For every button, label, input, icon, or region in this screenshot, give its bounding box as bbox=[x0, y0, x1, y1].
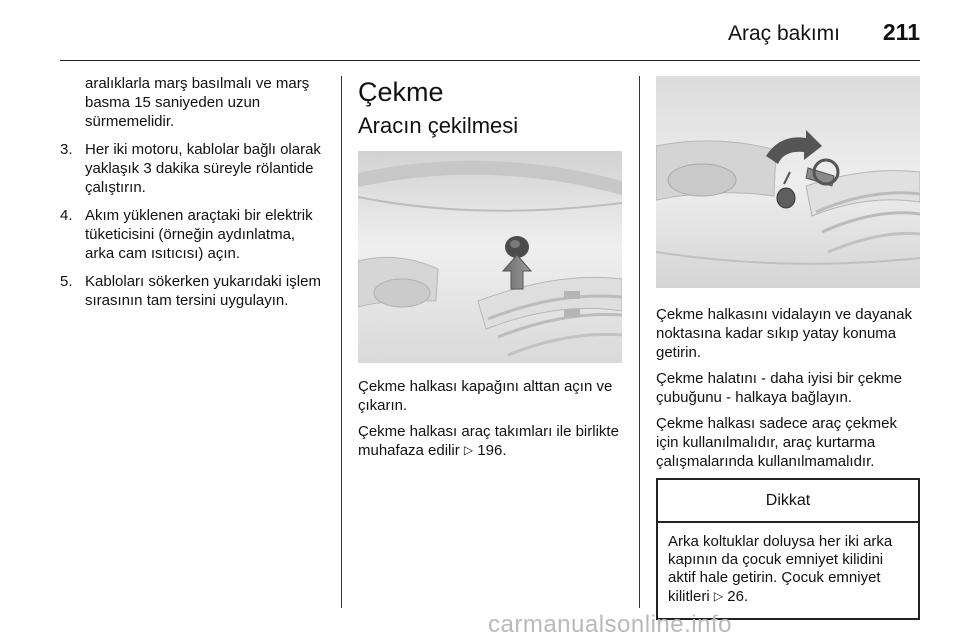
step-text: Kabloları sökerken yukarıdaki işlem sırasının tam tersini uygulayın. bbox=[85, 273, 321, 309]
notice-heading: Dikkat bbox=[658, 480, 918, 523]
paragraph-storage bbox=[358, 422, 624, 460]
list-item bbox=[60, 140, 328, 197]
column-divider-left bbox=[341, 76, 342, 608]
notice-text: Arka koltuklar doluysa her iki arka kapının da çocuk emniyet kilidini aktif hale getirin. Çocuk emniyet kilitleri bbox=[668, 533, 893, 605]
paragraph-attach-rope: Çekme halatını - daha iyisi bir çekme çubuğunu - halkaya bağlayın. bbox=[656, 370, 902, 406]
list-item bbox=[60, 272, 328, 310]
storage-text: Çekme halkası araç takımları ile birlikte muhafaza edilir bbox=[358, 423, 619, 459]
section-title: Çekme bbox=[358, 77, 444, 107]
tow-eye-cover-illustration bbox=[358, 151, 622, 363]
header-title: Araç bakımı bbox=[727, 22, 840, 45]
paragraph-screw-in: Çekme halkasını vidalayın ve dayanak noktasına kadar sıkıp yatay konuma getirin. bbox=[656, 306, 912, 361]
subsection-title: Aracın çekilmesi bbox=[358, 113, 519, 138]
watermark: carmanualsonline.info bbox=[488, 611, 732, 638]
continuation-text: aralıklarla marş basılmalı ve marş basma 15 saniyeden uzun sürmemelidir. bbox=[85, 75, 310, 130]
step-number: 5. bbox=[60, 273, 73, 290]
step-text: Her iki motoru, kablolar bağlı olarak yaklaşık 3 dakika süreyle rölantide çalıştırın. bbox=[85, 141, 321, 196]
column-divider-right bbox=[639, 76, 640, 608]
notice-body bbox=[658, 523, 918, 618]
list-item bbox=[60, 206, 328, 263]
paragraph-remove-cover: Çekme halkası kapağını alttan açın ve çıkarın. bbox=[358, 378, 613, 414]
column-1 bbox=[60, 74, 328, 319]
step-number: 3. bbox=[60, 141, 73, 158]
page-number: 211 bbox=[882, 19, 920, 45]
notice-box bbox=[656, 478, 920, 620]
header-rule bbox=[60, 60, 920, 61]
column-3 bbox=[656, 74, 920, 620]
page-reference-arrow-icon: ▷ bbox=[463, 443, 474, 457]
steps-list bbox=[60, 140, 328, 310]
page-reference[interactable]: 196. bbox=[477, 442, 507, 459]
page-reference[interactable]: 26. bbox=[727, 588, 749, 605]
step-number: 4. bbox=[60, 207, 73, 224]
page-reference-arrow-icon: ▷ bbox=[713, 589, 724, 603]
paragraph-usage: Çekme halkası sadece araç çekmek için kullanılmalıdır, araç kurtarma çalışmalarında kullanılmamalıdır. bbox=[656, 415, 897, 470]
column-2 bbox=[358, 74, 624, 467]
step-text: Akım yüklenen araçtaki bir elektrik tüketicisini (örneğin aydınlatma, arka cam ısıtıcısı) açın. bbox=[85, 207, 313, 262]
tow-eye-installation-illustration bbox=[656, 76, 920, 288]
